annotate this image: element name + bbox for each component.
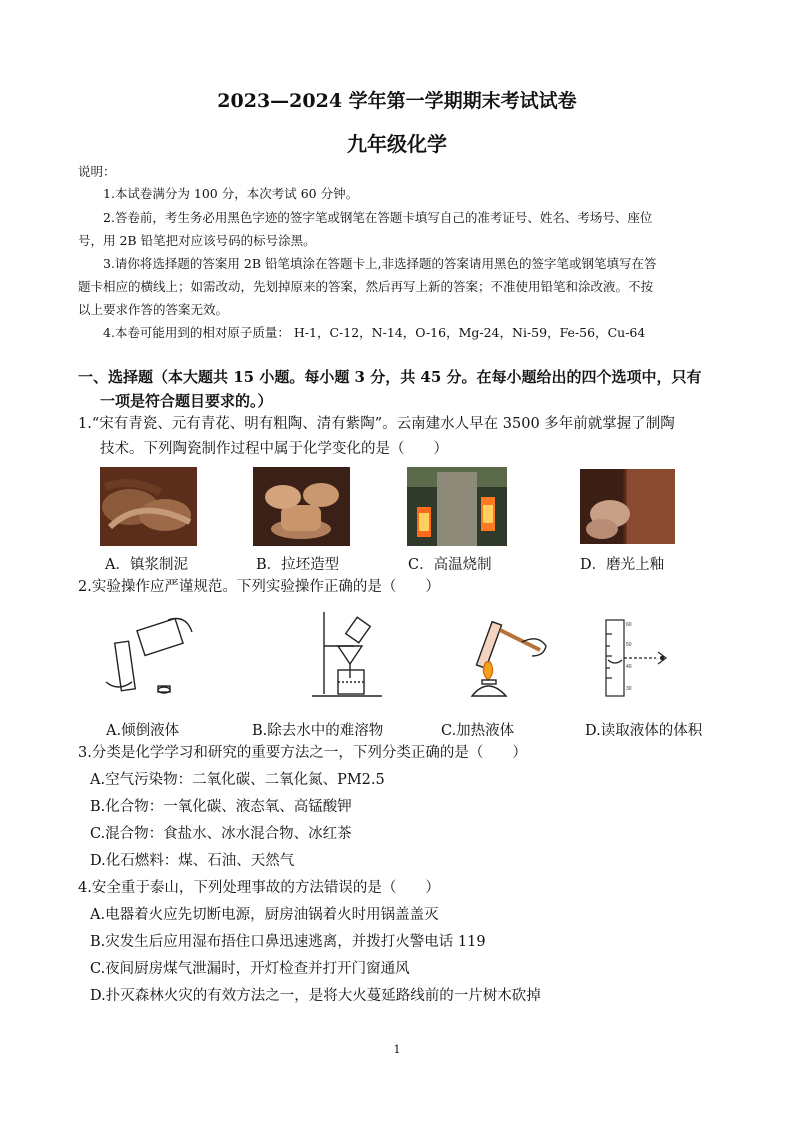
filtration-drawing (310, 610, 390, 702)
instruction-item: 以上要求作答的答案无效。 (78, 302, 229, 317)
pouring-liquid-drawing (98, 612, 198, 702)
option-text: A.空气污染物：二氧化碳、二氧化氮、PM2.5 (90, 772, 385, 788)
option-text: D.化石燃料：煤、石油、天然气 (90, 853, 295, 869)
instruction-item: 4.本卷可能用到的相对原子质量： H-1，C-12，N-14，O-16，Mg-24，Ni-59，Fe-56，Cu-64 (103, 325, 646, 340)
option-label: B．拉坯造型 (256, 557, 340, 573)
question-stem: 2.实验操作应严谨规范。下列实验操作正确的是（ ） (78, 579, 440, 595)
option-text: D.扑灭森林火灾的有效方法之一，是将大火蔓延路线前的一片树木砍掉 (90, 988, 541, 1004)
page-number: 1 (393, 1043, 401, 1056)
glazing-photo (580, 469, 675, 544)
reading-volume-drawing (600, 616, 690, 698)
option-text: C.夜间厨房煤气泄漏时，开灯检查并打开门窗通风 (90, 961, 410, 977)
option-label: A.倾倒液体 (106, 723, 180, 739)
instruction-item: 3.请你将选择题的答案用 2B 铅笔填涂在答题卡上,非选择题的答案请用黑色的签字笔或钢笔填写在答 (103, 256, 657, 271)
scale-tick-label: 60 (626, 622, 632, 628)
instructions-label: 说明： (78, 164, 116, 179)
option-label: C．高温烧制 (408, 557, 492, 573)
question-stem: 4.安全重于泰山，下列处理事故的方法错误的是（ ） (78, 880, 440, 896)
question-stem: 1.“宋有青瓷、元有青花、明有粗陶、清有紫陶”。云南建水人早在 3500 多年前就掌握了制陶 (78, 416, 675, 432)
option-text: C.混合物：食盐水、冰水混合物、冰红茶 (90, 826, 352, 842)
pottery-throwing-photo (253, 467, 350, 546)
option-label: C.加热液体 (441, 723, 515, 739)
question-stem: 技术。下列陶瓷制作过程中属于化学变化的是（ ） (100, 441, 448, 457)
scale-tick-label: 30 (626, 686, 632, 692)
option-text: B.灾发生后应用湿布捂住口鼻迅速逃离，并拨打火警电话 119 (90, 934, 486, 950)
option-text: B.化合物：一氧化碳、液态氧、高锰酸钾 (90, 799, 352, 815)
instruction-item: 2.答卷前，考生务必用黑色字迹的签字笔或钢笔在答题卡填写自己的准考证号、姓名、考场号、座位 (103, 210, 653, 225)
option-label: D．磨光上釉 (580, 557, 665, 573)
instruction-item: 1.本试卷满分为 100 分，本次考试 60 分钟。 (103, 186, 359, 201)
section-heading: 一项是符合题目要求的。） (100, 392, 273, 410)
clay-kneading-photo (100, 467, 197, 546)
instruction-item: 号，用 2B 铅笔把对应该号码的标号涂黑。 (78, 233, 316, 248)
instruction-item: 题卡相应的横线上；如需改动，先划掉原来的答案，然后再写上新的答案；不准使用铅笔和涂改液。不按 (78, 279, 654, 294)
heating-liquid-drawing (460, 610, 550, 702)
exam-subtitle: 九年级化学 (347, 132, 447, 156)
option-label: A．镇浆制泥 (105, 557, 188, 573)
kiln-firing-photo (407, 467, 507, 546)
option-label: B.除去水中的难溶物 (252, 723, 384, 739)
exam-title: 2023—2024 学年第一学期期末考试试卷 (217, 90, 577, 112)
section-heading: 一、选择题（本大题共 15 小题。每小题 3 分，共 45 分。在每小题给出的四个选项中，只有 (78, 368, 702, 386)
scale-tick-label: 50 (626, 642, 632, 648)
option-label: D.读取液体的体积 (585, 723, 703, 739)
option-text: A.电器着火应先切断电源，厨房油锅着火时用锅盖盖灭 (90, 907, 439, 923)
scale-tick-label: 40 (626, 664, 632, 670)
question-stem: 3.分类是化学学习和研究的重要方法之一，下列分类正确的是（ ） (78, 745, 527, 761)
